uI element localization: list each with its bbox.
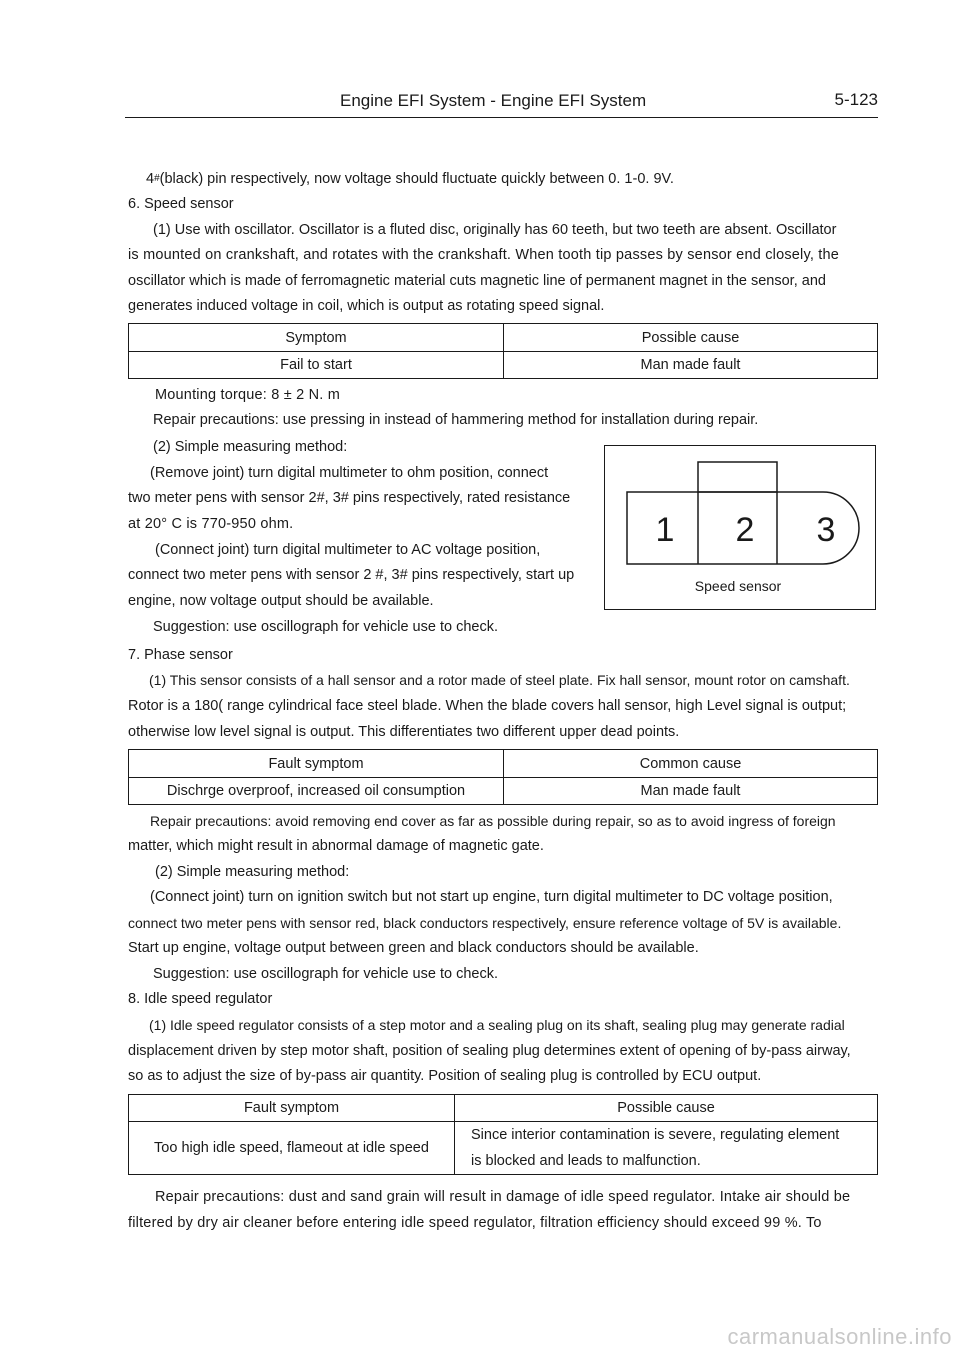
speed-para-line: generates induced voltage in coil, which is output as rotating speed signal. — [128, 298, 605, 314]
watermark: carmanualsonline.info — [727, 1324, 952, 1349]
page-header-title: Engine EFI System - Engine EFI System — [340, 91, 647, 110]
intro-text: (black) pin respectively, now voltage should fluctuate quickly between 0. 1-0. 9V. — [159, 171, 674, 187]
idle-para-line: (1) Idle speed regulator consists of a step motor and a sealing plug on its shaft, sealing plug may generate radial — [149, 1017, 845, 1033]
phase-sensor-heading: 7. Phase sensor — [128, 647, 233, 663]
idle-repair-line: filtered by dry air cleaner before entering idle speed regulator, filtration efficiency should exceed 99 %. To — [128, 1215, 822, 1231]
speed-measure-title: (2) Simple measuring method: — [153, 439, 348, 455]
table-header-cell: Fault symptom — [129, 1095, 455, 1122]
figure-caption: Speed sensor — [694, 578, 782, 594]
speed-measure-line: (Connect joint) turn digital multimeter to AC voltage position, — [155, 542, 541, 558]
phase-para-line: (1) This sensor consists of a hall sensor and a rotor made of steel plate. Fix hall sensor, mount rotor on camshaft. — [149, 672, 850, 688]
cell-line: Since interior contamination is severe, regulating element — [471, 1127, 840, 1143]
phase-para-line: otherwise low level signal is output. This differentiates two different upper dead points. — [128, 724, 680, 740]
table-header-cell: Possible cause — [504, 324, 878, 352]
phase-measure-line: (Connect joint) turn on ignition switch but not start up engine, turn digital multimeter to DC voltage position, — [150, 889, 833, 905]
table-cell: Fail to start — [129, 352, 504, 379]
pin-label-3: 3 — [816, 511, 836, 549]
speed-sensor-figure — [604, 445, 876, 610]
idle-repair-line: Repair precautions: dust and sand grain will result in damage of idle speed regulator. Intake air should be — [155, 1189, 851, 1205]
intro-prefix: 4 — [146, 171, 155, 187]
table-cell: Man made fault — [504, 352, 878, 379]
table-cell: Man made fault — [504, 778, 878, 805]
speed-suggestion: Suggestion: use oscillograph for vehicle use to check. — [153, 619, 498, 635]
phase-sensor-table — [128, 749, 878, 805]
phase-suggestion: Suggestion: use oscillograph for vehicle use to check. — [153, 966, 498, 982]
speed-para-line: oscillator which is made of ferromagnetic material cuts magnetic line of permanent magnet in the sensor, and — [128, 273, 826, 289]
speed-measure-line: two meter pens with sensor 2#, 3# pins respectively, rated resistance — [128, 490, 571, 506]
phase-repair-line: Repair precautions: avoid removing end cover as far as possible during repair, so as to avoid ingress of foreign — [150, 813, 836, 829]
idle-regulator-table — [128, 1094, 878, 1175]
speed-measure-line: connect two meter pens with sensor 2 #, 3# pins respectively, start up — [128, 567, 575, 583]
header-divider — [125, 117, 878, 118]
phase-para-line: Rotor is a 180( range cylindrical face steel blade. When the blade covers hall sensor, high Level signal is output; — [128, 698, 847, 714]
speed-sensor-connector-icon — [605, 446, 877, 611]
idle-para-line: so as to adjust the size of by-pass air quantity. Position of sealing plug is controlled by ECU output. — [128, 1068, 762, 1084]
speed-measure-line: engine, now voltage output should be available. — [128, 593, 434, 609]
speed-measure-line: at 20° C is 770-950 ohm. — [128, 516, 294, 532]
table-header-cell: Possible cause — [455, 1095, 878, 1122]
table-header-cell: Fault symptom — [129, 750, 504, 778]
table-cell: Dischrge overproof, increased oil consumption — [129, 778, 504, 805]
speed-sensor-heading: 6. Speed sensor — [128, 196, 234, 212]
table-cell: Too high idle speed, flameout at idle speed — [129, 1122, 455, 1175]
speed-measure-line: (Remove joint) turn digital multimeter to ohm position, connect — [150, 465, 549, 481]
idle-regulator-heading: 8. Idle speed regulator — [128, 991, 273, 1007]
speed-repair-precautions: Repair precautions: use pressing in instead of hammering method for installation during repair. — [153, 412, 759, 428]
phase-repair-line: matter, which might result in abnormal damage of magnetic gate. — [128, 838, 544, 854]
speed-para-line: is mounted on crankshaft, and rotates with the crankshaft. When tooth tip passes by sensor end closely, the — [128, 247, 840, 263]
table-header-cell: Symptom — [129, 324, 504, 352]
cell-line: is blocked and leads to malfunction. — [471, 1153, 701, 1169]
phase-measure-line: Start up engine, voltage output between green and black conductors should be available. — [128, 940, 699, 956]
pin-label-1: 1 — [655, 511, 675, 549]
phase-measure-line: connect two meter pens with sensor red, black conductors respectively, ensure reference voltage of 5V is available. — [128, 915, 842, 931]
page-number: 5-123 — [834, 90, 878, 109]
mounting-torque: Mounting torque: 8 ± 2 N. m — [155, 387, 341, 403]
speed-sensor-table — [128, 323, 878, 379]
speed-para-line: (1) Use with oscillator. Oscillator is a fluted disc, originally has 60 teeth, but two teeth are absent. Oscillator — [153, 222, 837, 238]
pin-label-2: 2 — [735, 511, 755, 549]
phase-measure-title: (2) Simple measuring method: — [155, 864, 350, 880]
table-cell-multiline — [455, 1122, 878, 1175]
table-header-cell: Common cause — [504, 750, 878, 778]
idle-para-line: displacement driven by step motor shaft, position of sealing plug determines extent of opening of by-pass airway, — [128, 1043, 851, 1059]
intro-sup: # — [154, 173, 160, 184]
intro-line — [146, 169, 674, 191]
